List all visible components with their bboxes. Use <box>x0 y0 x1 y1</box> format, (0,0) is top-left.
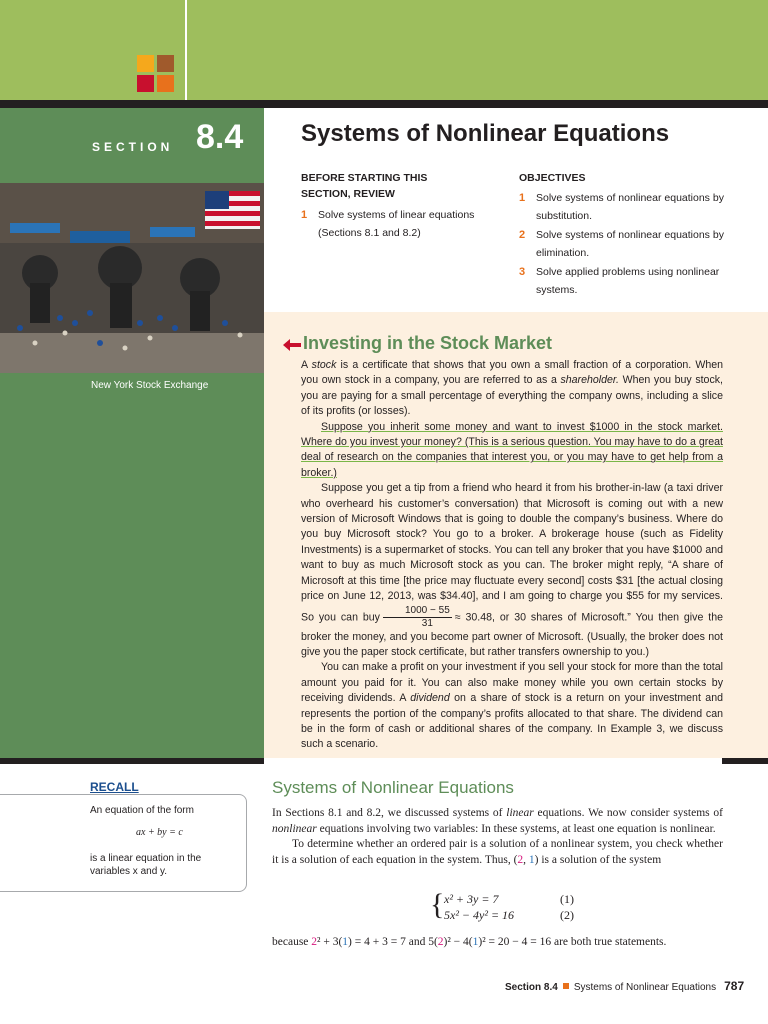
fraction-denominator: 31 <box>421 617 433 629</box>
objective-item <box>519 226 749 262</box>
objective-line1: Solve applied problems using nonlinear <box>536 266 720 278</box>
objective-line1: Solve systems of nonlinear equations by <box>536 229 724 241</box>
recall-text-2: is a linear equation in the variables x and y. <box>90 853 202 877</box>
footer-square-icon <box>563 983 569 989</box>
because-d: )² − 4( <box>443 936 473 948</box>
objective-number: 3 <box>519 266 526 278</box>
linear-term: linear <box>506 807 534 819</box>
page-title: Systems of Nonlinear Equations <box>301 120 670 147</box>
because-e: )² = 20 − 4 = 16 are both true statements. <box>478 936 667 948</box>
ordered-pair-comma: , <box>523 853 529 866</box>
nonlinear-term: nonlinear <box>272 822 317 835</box>
objective-text <box>536 263 719 299</box>
page-number: 787 <box>724 979 745 993</box>
recall-equation: ax + by = c <box>136 827 183 838</box>
because-x2: 2 <box>437 936 444 948</box>
systems-text <box>272 806 723 868</box>
sys-p2-b: ) is a solution of the system <box>534 853 662 866</box>
objective-line2: elimination. <box>536 247 590 259</box>
objective-text <box>536 189 724 225</box>
prereq-item-text <box>318 206 474 242</box>
stock-p4-a: You can make a profit on your investment if you sell your stock for more than the total amount you paid for it. You can also make money while you own certain stocks by receiving dividends. A <box>301 661 723 705</box>
equation-1 <box>444 892 574 907</box>
section-rule-right <box>722 758 768 764</box>
system-brace: { <box>430 888 445 921</box>
equation-2 <box>444 908 574 923</box>
objective-item <box>519 263 749 299</box>
sys-p2-a: To determine whether an ordered pair is a solution of a nonlinear system, you check whether it is a solution of each equation in the system. Thus, ( <box>272 838 723 866</box>
because-a: because <box>272 936 312 948</box>
footer-title: Systems of Nonlinear Equations <box>573 982 717 993</box>
objective-line1: Solve systems of nonlinear equations by <box>536 192 724 204</box>
prereq-item <box>301 206 501 242</box>
stock-market-title: Investing in the Stock Market <box>303 333 553 353</box>
equation-1-text: x² + 3y = 7 <box>444 892 499 906</box>
section-rule-left <box>0 758 264 764</box>
stock-market-text <box>301 358 723 753</box>
objective-item <box>519 189 749 225</box>
shares-fraction <box>383 605 452 630</box>
equation-2-text: 5x² − 4y² = 16 <box>444 908 515 922</box>
prereq-heading-line2: SECTION, REVIEW <box>301 188 395 200</box>
arrow-icon <box>283 338 301 356</box>
stock-p1-e: When you buy stock, you are paying for a small percentage of everything the company owns, including a slice of its profits (or losses). <box>301 374 723 418</box>
equation-2-label: (2) <box>560 908 574 922</box>
objectives-heading: OBJECTIVES <box>519 172 586 184</box>
photo-caption: New York Stock Exchange <box>91 380 209 391</box>
objective-line2: systems. <box>536 284 578 296</box>
prereq-item-line2: (Sections 8.1 and 8.2) <box>318 227 421 239</box>
stock-p3-a: Suppose you get a tip from a friend who heard it from his brother-in-law (a taxi driver who overheard his customer’s conversation) that Microsoft is coming out with a new version of Microsoft Windows that is going to double the company’s business. Where do you buy Microsoft stock? You go to a broker. A brokerage house (such as Fidelity Investments) is a supermarket of stocks. You can tell any broker that you have $1000 and want to buy as much Microsoft stock as you can. The broker might reply, “A share of Microsoft at this time [the price may fluctuate every second] costs $31 [the actual closing price on June 12, 2013, was $34.40], and I am going to charge you $55 for my services. So you can buy <box>301 482 723 623</box>
dividend-term: dividend <box>410 692 450 705</box>
because-y2: 1 <box>472 936 479 948</box>
shareholder-term: shareholder. <box>560 374 619 387</box>
because-c: ) = 4 + 3 = 7 and 5( <box>348 936 438 948</box>
prereq-heading-line1: BEFORE STARTING THIS <box>301 172 428 184</box>
equation-1-label: (1) <box>560 892 574 906</box>
header-band <box>0 0 768 100</box>
stock-exchange-photo <box>0 183 264 373</box>
stock-p4-c: on a share of stock is a return on your investment and represents the portion of the company’s profits allocated to that share. The dividend can be in the form of cash or additional shares of the company. In Example 3, we discuss such a scenario. <box>301 692 723 751</box>
ordered-pair-y: 1 <box>528 853 535 866</box>
prereq-heading <box>301 170 427 202</box>
section-number: 8.4 <box>196 118 244 156</box>
stock-p1-a: A <box>301 359 312 371</box>
objective-line2: substitution. <box>536 210 593 222</box>
objective-text <box>536 226 724 262</box>
sys-p1-c: equations. We now consider systems of <box>533 807 723 819</box>
sys-p1-a: In Sections 8.1 and 8.2, we discussed systems of <box>272 807 507 819</box>
highlighted-question: Suppose you inherit some money and want to invest $1000 in the stock market. Where do you invest your money? (This is a serious question. You may have to do a great deal of research on the companies that interest you, or you may have to get help from a broker.) <box>301 420 723 479</box>
because-y1: 1 <box>342 936 349 948</box>
because-x1: 2 <box>311 936 318 948</box>
stock-p1-c: is a certificate that shows that you own a small fraction of a corporation. When you own stock in a company, you are referred to as a <box>301 359 723 387</box>
sys-p1-e: equations involving two variables: In these systems, at least one equation is nonlinear. <box>316 822 716 835</box>
verification-text <box>272 934 723 950</box>
objective-number: 1 <box>519 192 526 204</box>
ordered-pair-x: 2 <box>517 853 524 866</box>
prereq-item-line1: Solve systems of linear equations <box>318 209 475 221</box>
stock-p3-b: ≈ 30.48, or 30 shares of Microsoft.” You then give the broker the money, and you become part owner of Microsoft. (Usually, the broker does not give you the paper stock certificate, but rather transfers ownership to you.) <box>301 610 723 658</box>
recall-text: An equation of the form <box>90 805 194 816</box>
stock-term: stock <box>311 359 337 371</box>
recall-heading: RECALL <box>90 780 139 794</box>
systems-heading: Systems of Nonlinear Equations <box>272 778 514 797</box>
footer-section: Section 8.4 <box>505 982 558 993</box>
header-rule <box>0 100 768 108</box>
page-footer <box>505 979 744 993</box>
section-label: SECTION <box>92 140 174 154</box>
prereq-item-number: 1 <box>301 209 308 221</box>
fraction-numerator: 1000 − 55 <box>383 605 452 618</box>
section-logo <box>137 55 175 93</box>
objective-number: 2 <box>519 229 526 241</box>
because-b: ² + 3( <box>317 936 343 948</box>
